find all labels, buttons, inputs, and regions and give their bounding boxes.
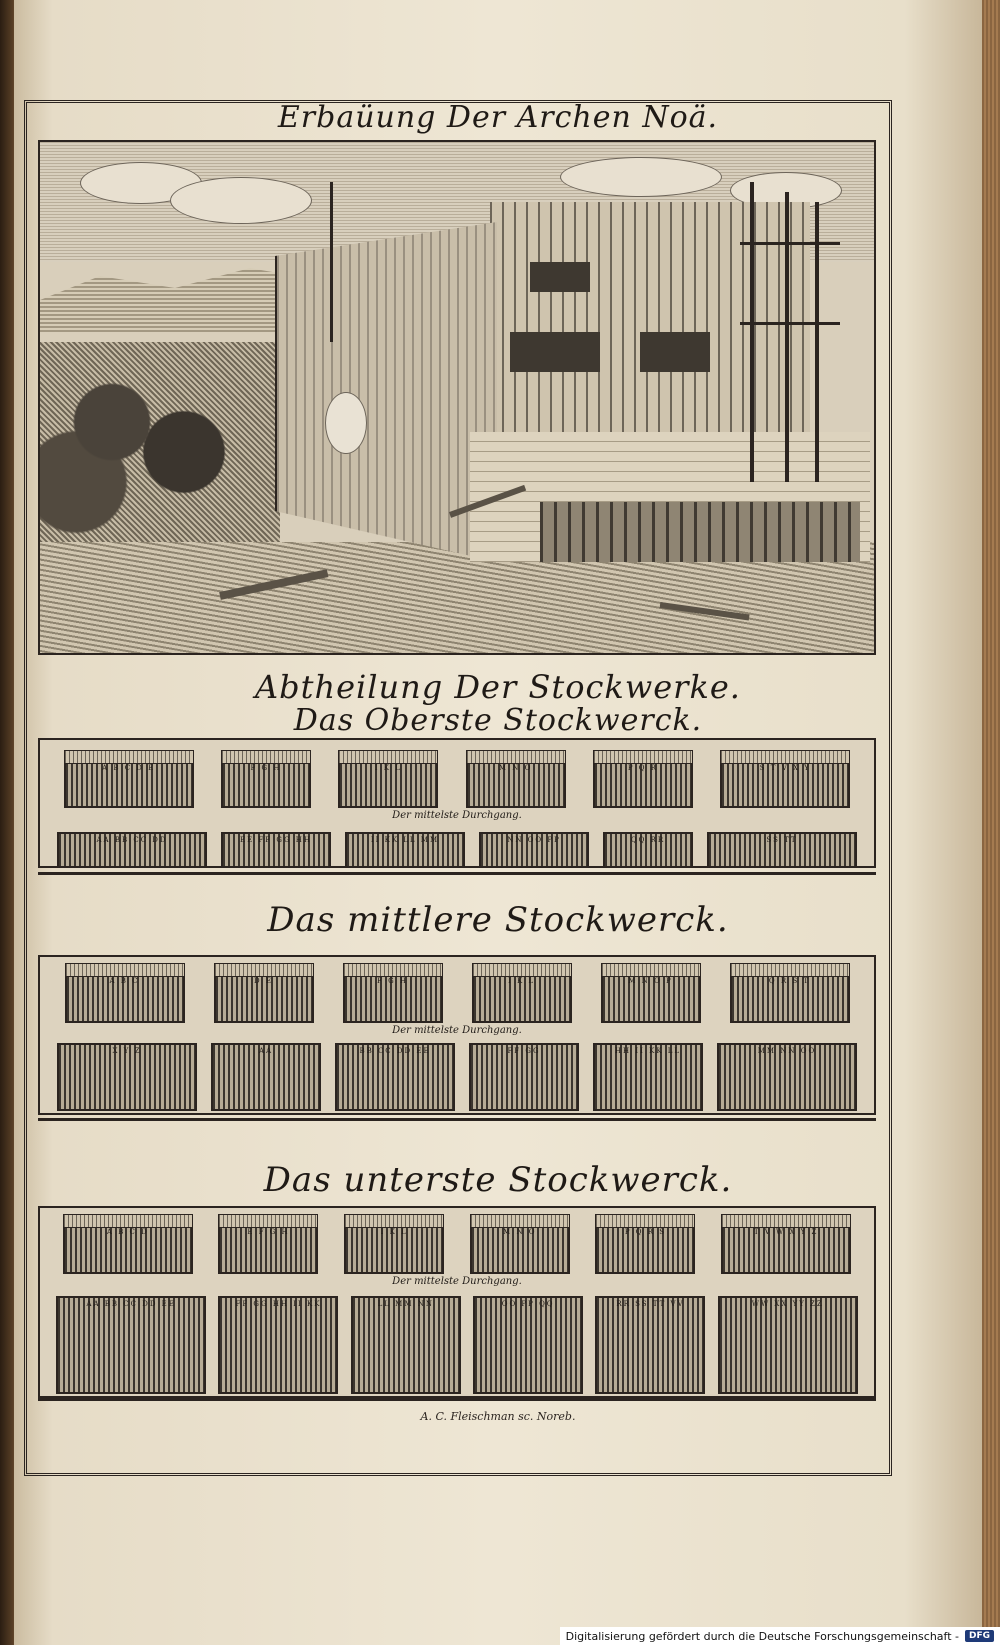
section-title: Abtheilung Der Stockwerke. (255, 668, 741, 706)
stall (469, 1043, 579, 1111)
stall (720, 760, 850, 808)
stall (593, 760, 693, 808)
stall (218, 1224, 318, 1274)
stall-label: I K L (380, 1228, 408, 1236)
stall-label: E F G H (247, 1228, 290, 1236)
stall-roof (595, 1214, 695, 1228)
stall-label: P Q R S (624, 1228, 667, 1236)
stall (64, 760, 194, 808)
stall (601, 973, 701, 1023)
stall-label: FF GG HH II KK (235, 1300, 322, 1308)
stall (63, 1224, 193, 1274)
ark-back-wall (490, 202, 810, 452)
stall-label: I K L (507, 977, 536, 985)
stall-label: RR SS TT VV (616, 1300, 685, 1308)
front-stall-row (40, 832, 874, 868)
stall (479, 832, 589, 868)
stall-roof (343, 963, 443, 977)
stall-label: WW XX YY ZZ (751, 1300, 824, 1308)
trees (40, 342, 280, 542)
stall (218, 1296, 338, 1394)
scaffold-post (785, 192, 789, 482)
page-edge (982, 0, 1000, 1645)
stall (593, 1043, 703, 1111)
stall (56, 1296, 206, 1394)
stall-label: I K L (374, 764, 402, 772)
stall (221, 832, 331, 868)
stall (343, 973, 443, 1023)
stall-label: QQ RR (630, 836, 666, 844)
stall-label: F G H (376, 977, 408, 985)
stall-roof (63, 1214, 193, 1228)
ark-room-opening (640, 332, 710, 372)
stall-label: M N O (498, 764, 533, 772)
deck-plan-lower (38, 1206, 876, 1401)
stall-label: X Y Z (112, 1047, 142, 1055)
ark-construction-engraving (38, 140, 876, 655)
stall-label: M N O (503, 1228, 537, 1236)
ark-room-opening (530, 262, 590, 292)
stall-label: FF GG (507, 1047, 541, 1055)
stall-label: EE FF GG HH (239, 836, 312, 844)
stall-roof (218, 1214, 318, 1228)
digitization-footer (560, 1627, 1000, 1645)
stall-label: LL MM NN (377, 1300, 434, 1308)
crane-post (330, 182, 333, 342)
stall-label: A B C D (106, 1228, 149, 1236)
stall (718, 1296, 858, 1394)
stall-label: HH II KK LL (614, 1047, 682, 1055)
front-stall-row (40, 1296, 874, 1394)
stall-label: S T V X Y (759, 764, 811, 772)
stall-roof (720, 750, 850, 764)
stall (595, 1296, 705, 1394)
stall-label: P Q R (627, 764, 659, 772)
stall (57, 832, 207, 868)
stall-label: M N O P (628, 977, 673, 985)
smoke-cloud (325, 392, 367, 454)
stall (211, 1043, 321, 1111)
stall (595, 1224, 695, 1274)
stall-label: AA BB CC DD (96, 836, 168, 844)
back-stall-row (40, 973, 874, 1023)
stall (57, 1043, 197, 1111)
stall (344, 1224, 444, 1274)
dfg-logo: DFG (965, 1630, 994, 1642)
stall (345, 832, 465, 868)
stall-roof (64, 750, 194, 764)
stall (214, 973, 314, 1023)
back-stall-row (40, 1224, 874, 1274)
stall (466, 760, 566, 808)
deck-title-lower: Das unterste Stockwerck. (263, 1160, 733, 1200)
footer-text: Digitalisierung gefördert durch die Deutsche Forschungsgemeinschaft - (565, 1629, 959, 1643)
stall (335, 1043, 455, 1111)
back-stall-row (40, 760, 874, 808)
passage-label: Der mittelste Durchgang. (392, 810, 522, 821)
construction-pit (540, 502, 860, 562)
stall-roof (470, 1214, 570, 1228)
stall-label: Q R S T (768, 977, 811, 985)
stall (65, 973, 185, 1023)
stall-roof (344, 1214, 444, 1228)
stall-roof (338, 750, 438, 764)
book-page (14, 0, 982, 1645)
stall (603, 832, 693, 868)
stall (717, 1043, 857, 1111)
stall (351, 1296, 461, 1394)
scaffold-bar (740, 322, 840, 325)
stall-label: MM NN OO (757, 1047, 817, 1055)
stall-label: NN OO PP (507, 836, 561, 844)
stall-label: AA (258, 1047, 274, 1055)
engraver-credit: A. C. Fleischman sc. Noreb. (420, 1410, 576, 1423)
stall (730, 973, 850, 1023)
main-title: Erbaüung Der Archen Noä. (277, 100, 719, 135)
stall-roof (221, 750, 311, 764)
stall-roof (593, 750, 693, 764)
stall (338, 760, 438, 808)
stall (707, 832, 857, 868)
passage-label: Der mittelste Durchgang. (392, 1025, 522, 1036)
deck-title-upper: Das Oberste Stockwerck. (293, 703, 703, 738)
stall-label: OO PP QQ (501, 1300, 555, 1308)
stall-label: A B C (109, 977, 140, 985)
stall-roof (65, 963, 185, 977)
stall (221, 760, 311, 808)
ark-room-opening (510, 332, 600, 372)
stall-label: AA BB CC DD EE (86, 1300, 176, 1308)
stall-label: D E (254, 977, 273, 985)
scaffold-post (750, 182, 754, 482)
stall-roof (721, 1214, 851, 1228)
divider-rule (38, 872, 876, 875)
stall-label: F G H (250, 764, 282, 772)
cloud (170, 177, 312, 224)
stall-roof (601, 963, 701, 977)
stall-label: BB CC DD EE (359, 1047, 431, 1055)
passage-label: Der mittelste Durchgang. (392, 1276, 522, 1287)
scaffold-bar (740, 242, 840, 245)
stall (473, 1296, 583, 1394)
stall-roof (730, 963, 850, 977)
stall-label: II KK LL MM (370, 836, 440, 844)
divider-rule (38, 1396, 876, 1399)
divider-rule (38, 1118, 876, 1121)
stall-roof (214, 963, 314, 977)
cloud (560, 157, 722, 197)
stall-label: A B C D E (102, 764, 156, 772)
stall (472, 973, 572, 1023)
stall-roof (466, 750, 566, 764)
deck-plan-middle (38, 955, 876, 1115)
deck-plan-upper (38, 738, 876, 868)
stall-label: T V W X Y Z (753, 1228, 819, 1236)
stall-roof (472, 963, 572, 977)
deck-title-middle: Das mittlere Stockwerck. (267, 900, 729, 940)
stall (470, 1224, 570, 1274)
front-stall-row (40, 1043, 874, 1111)
stall-label: SS TT (766, 836, 798, 844)
stall (721, 1224, 851, 1274)
